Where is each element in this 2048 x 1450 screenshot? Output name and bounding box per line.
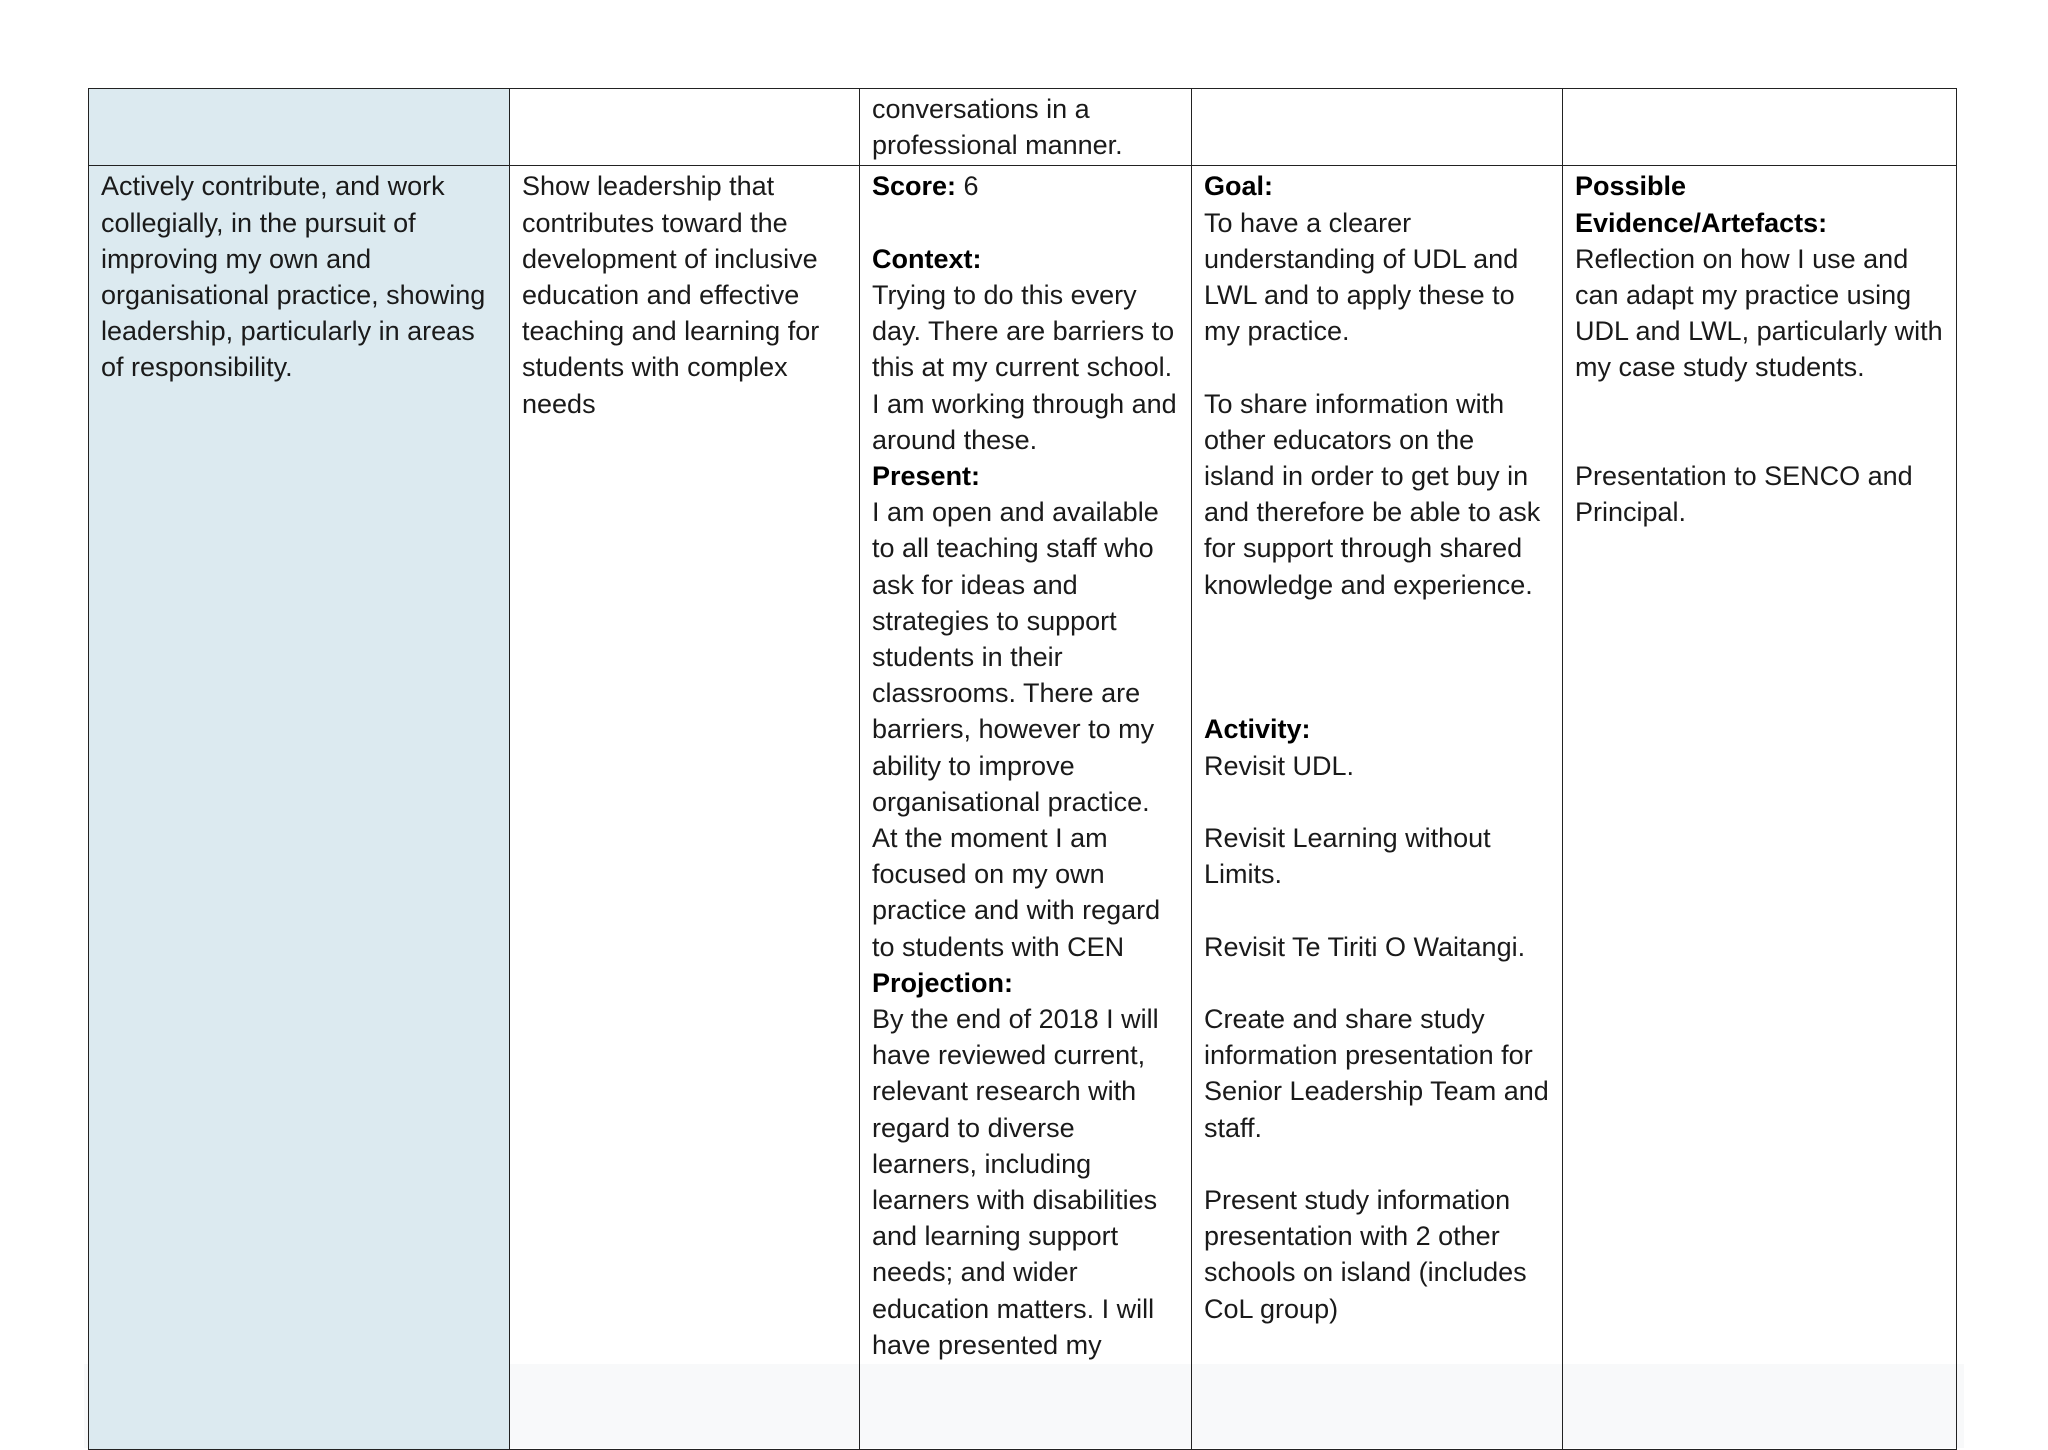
self-assessment-cell xyxy=(860,166,1192,1450)
evidence-item-2: Presentation to SENCO and Principal. xyxy=(1575,461,1913,528)
table-row xyxy=(89,166,1957,1450)
score-value: 6 xyxy=(956,171,979,202)
table-row-continued xyxy=(89,89,1957,166)
teaching-plan-table xyxy=(88,88,1957,1450)
goal-cell xyxy=(1192,166,1563,1450)
focus-cell xyxy=(510,89,860,166)
present-label: Present: xyxy=(872,461,981,492)
focus-text: Show leadership that contributes toward the development of inclusive education and effective teaching and learning for students with complex needs xyxy=(522,171,820,419)
projection-label: Projection: xyxy=(872,967,1014,998)
self-assessment-cell xyxy=(860,89,1192,166)
goal-text-1: To have a clearer understanding of UDL and LWL and to apply these to my practice. xyxy=(1204,207,1519,347)
context-text: Trying to do this every day. There are barriers to this at my current school. I am working through and around these. xyxy=(872,280,1177,455)
criteria-cell xyxy=(89,89,510,166)
goal-cell xyxy=(1192,89,1563,166)
activity-item-2: Revisit Learning without Limits. xyxy=(1204,823,1491,890)
present-text: I am open and available to all teaching staff who ask for ideas and strategies to support students in their classrooms. There are barriers, however to my ability to improve organisational practice. At the moment I am focused on my own practice and with regard to students with CEN xyxy=(872,497,1161,962)
score-line xyxy=(872,168,1179,204)
evidence-item-1: Reflection on how I use and can adapt my practice using UDL and LWL, particularly with my case study students. xyxy=(1575,243,1943,383)
projection-text: By the end of 2018 I will have reviewed current, relevant research with regard to diverse learners, including learners with disabilities and learning support needs; and wider education matters. I will have presented my xyxy=(872,1004,1159,1360)
evidence-cell xyxy=(1563,166,1957,1450)
activity-item-4: Create and share study information presentation for Senior Leadership Team and staff. xyxy=(1204,1004,1549,1143)
criteria-text: Actively contribute, and work collegially, in the pursuit of improving my own and organisational practice, showing leadership, particularly in areas of responsibility. xyxy=(101,171,486,383)
activity-item-1: Revisit UDL. xyxy=(1204,750,1355,781)
activity-label: Activity: xyxy=(1204,714,1311,745)
activity-item-3: Revisit Te Tiriti O Waitangi. xyxy=(1204,931,1526,962)
activity-item-5: Present study information presentation with 2 other schools on island (includes CoL group) xyxy=(1204,1185,1527,1324)
focus-cell xyxy=(510,166,860,1450)
score-label: Score: xyxy=(872,171,957,202)
evidence-cell xyxy=(1563,89,1957,166)
context-label: Context: xyxy=(872,243,982,274)
goal-label: Goal: xyxy=(1204,171,1274,202)
goal-text-2: To share information with other educators on the island in order to get buy in and therefore be able to ask for support through shared knowledge and experience. xyxy=(1204,388,1541,600)
criteria-cell xyxy=(89,166,510,1450)
evidence-label: Possible Evidence/Artefacts: xyxy=(1575,171,1828,238)
continued-text: conversations in a professional manner. xyxy=(872,94,1123,161)
